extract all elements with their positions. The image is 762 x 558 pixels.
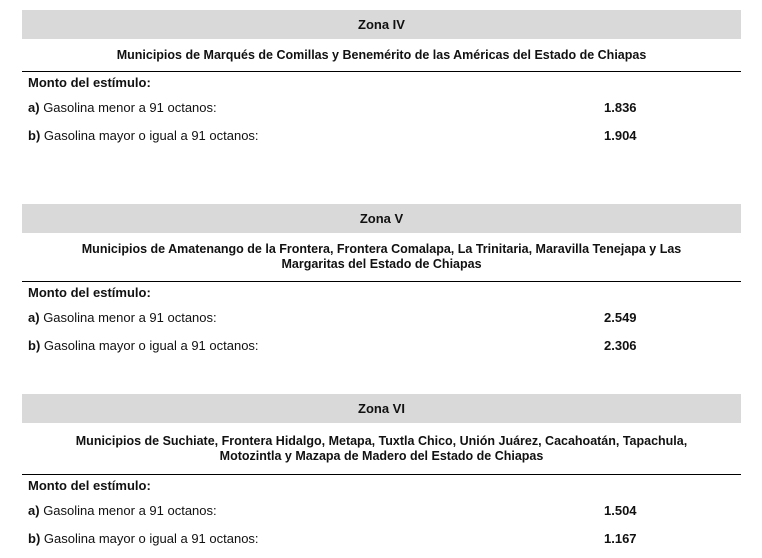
- stimulus-row: [22, 124, 741, 152]
- item-label: Gasolina mayor o igual a 91 octanos:: [43, 531, 259, 546]
- item-value: 1.904: [604, 128, 637, 143]
- zone-description: Municipios de Marqués de Comillas y Benemérito de las Américas del Estado de Chiapas: [22, 39, 741, 72]
- stimulus-row: [22, 96, 741, 124]
- item-label: Gasolina menor a 91 octanos:: [43, 310, 217, 325]
- item-value: 2.306: [604, 338, 637, 353]
- zone-title: Zona VI: [22, 394, 741, 423]
- zone-iv-section: [22, 10, 741, 152]
- zone-title: Zona V: [22, 204, 741, 233]
- stimulus-item: [28, 100, 217, 115]
- item-label: Gasolina mayor o igual a 91 octanos:: [43, 338, 259, 353]
- item-letter: a): [28, 100, 40, 115]
- stimulus-item: [28, 338, 259, 353]
- stimulus-row: [22, 499, 741, 527]
- zone-vi-section: [22, 394, 741, 555]
- item-value: 1.504: [604, 503, 637, 518]
- zone-description: Municipios de Amatenango de la Frontera, Frontera Comalapa, La Trinitaria, Maravilla Tenejapa y Las Margaritas del Estado de Chiapas: [22, 233, 741, 282]
- stimulus-item: [28, 310, 217, 325]
- item-label: Gasolina menor a 91 octanos:: [43, 503, 217, 518]
- item-letter: b): [28, 531, 41, 546]
- item-letter: b): [28, 338, 41, 353]
- item-value: 2.549: [604, 310, 637, 325]
- stimulus-row: [22, 306, 741, 334]
- item-letter: a): [28, 503, 40, 518]
- item-label: Gasolina menor a 91 octanos:: [43, 100, 217, 115]
- item-letter: a): [28, 310, 40, 325]
- zone-v-section: [22, 204, 741, 362]
- stimulus-item: [28, 128, 259, 143]
- stimulus-row: [22, 334, 741, 362]
- zone-title: Zona IV: [22, 10, 741, 39]
- item-value: 1.836: [604, 100, 637, 115]
- item-label: Gasolina mayor o igual a 91 octanos:: [43, 128, 259, 143]
- stimulus-row: [22, 527, 741, 555]
- stimulus-item: [28, 531, 259, 546]
- monto-label: Monto del estímulo:: [28, 478, 151, 493]
- zone-description: Municipios de Suchiate, Frontera Hidalgo, Metapa, Tuxtla Chico, Unión Juárez, Cacahoatán, Tapachula, Motozintla y Mazapa de Madero del Estado de Chiapas: [22, 423, 741, 475]
- item-value: 1.167: [604, 531, 637, 546]
- monto-label: Monto del estímulo:: [28, 75, 151, 90]
- item-letter: b): [28, 128, 41, 143]
- stimulus-item: [28, 503, 217, 518]
- monto-label: Monto del estímulo:: [28, 285, 151, 300]
